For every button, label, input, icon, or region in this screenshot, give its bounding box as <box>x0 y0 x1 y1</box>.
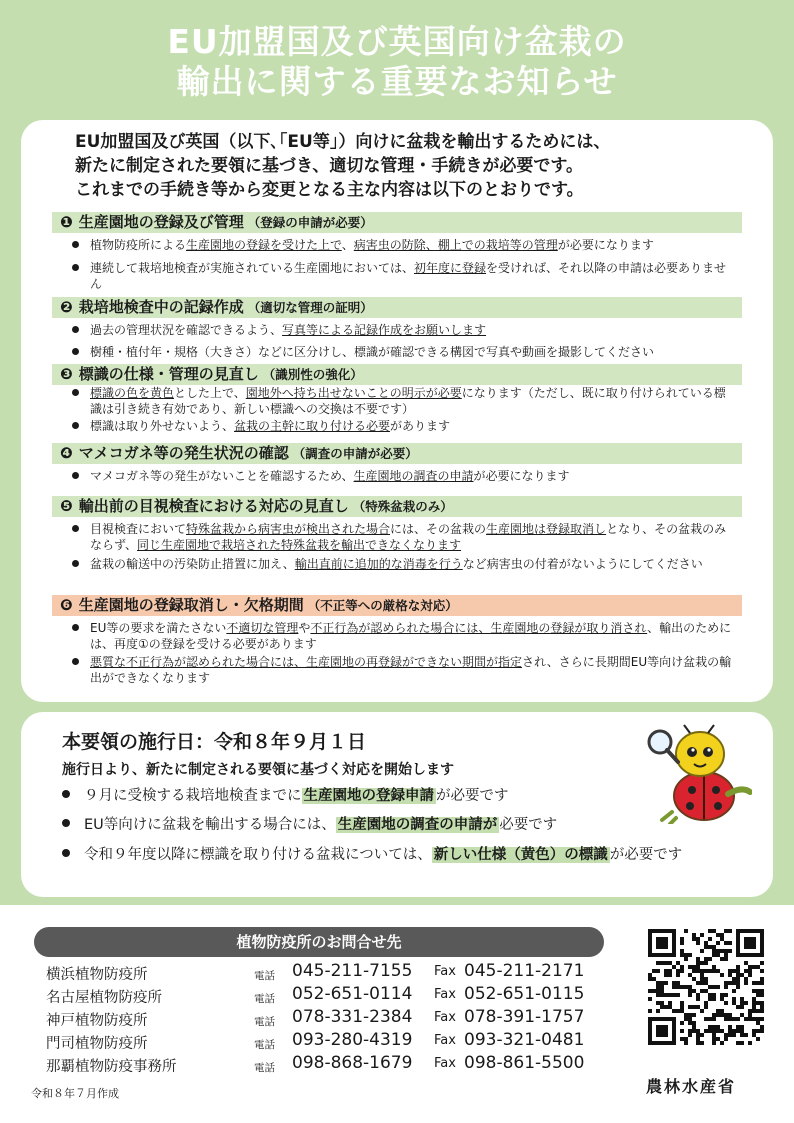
emphasized-text: 病害虫の防除、棚上での栽培等の管理 <box>353 238 558 252</box>
text-segment: には、その盆栽の <box>390 522 487 536</box>
contact-row <box>46 1007 606 1030</box>
office-name: 名古屋植物防疫所 <box>46 990 162 1006</box>
emphasized-text: 園地外へ持ち出せないことの明示が必要 <box>245 386 462 400</box>
bullet-icon <box>72 525 79 532</box>
fax-label: Fax <box>434 987 456 1002</box>
tel-label: 電話 <box>254 970 275 982</box>
list-item <box>72 654 734 686</box>
bullet-icon <box>62 819 70 827</box>
section-heading <box>52 297 742 318</box>
bullet-icon <box>62 849 70 857</box>
section-title: 生産園地の登録及び管理 <box>78 213 244 231</box>
section-title: 栽培地検査中の記録作成 <box>78 298 244 316</box>
intro-text <box>75 130 755 202</box>
section-number: ❺ <box>60 497 73 515</box>
section-heading <box>52 212 742 233</box>
list-item <box>72 468 734 484</box>
fax-number: 098-861-5500 <box>464 1053 585 1073</box>
intro-line-1: EU加盟国及び英国（以下､｢EU等｣）向けに盆栽を輸出するためには、 <box>75 132 611 152</box>
section-subtitle: （不正等への厳格な対応） <box>307 598 458 613</box>
office-name: 那覇植物防疫事務所 <box>46 1059 177 1075</box>
highlighted-text: 生産園地の登録申請 <box>303 788 434 804</box>
tel-number[interactable]: 098-868-1679 <box>292 1053 413 1073</box>
emphasized-text: 写真等による記録作成をお願いします <box>282 323 487 337</box>
text-segment: など病害虫の付着がないようにしてください <box>462 557 703 571</box>
section-number: ❶ <box>60 213 73 231</box>
text-segment: され、さらに長期間EU等向け盆栽の輸出ができなくなります <box>90 655 732 685</box>
fax-number: 045-211-2171 <box>464 961 585 981</box>
text-segment: が必要です <box>609 847 683 863</box>
list-item <box>72 418 734 434</box>
fax-label: Fax <box>434 1033 456 1048</box>
emphasized-text: 同じ生産園地で栽培された特殊盆栽を輸出できなくなります <box>137 538 462 552</box>
list-item <box>62 845 742 865</box>
bullet-icon <box>72 241 79 248</box>
section-title: 標識の仕様・管理の見直し <box>78 365 259 383</box>
emphasized-text: 盆栽の主幹に取り付ける必要 <box>234 419 391 433</box>
list-item-text <box>90 556 734 572</box>
section-subtitle: （調査の申請が必要） <box>292 446 418 461</box>
tel-number[interactable]: 093-280-4319 <box>292 1030 413 1050</box>
section-heading <box>52 595 742 616</box>
list-item-text <box>90 260 734 292</box>
section-subtitle: （適切な管理の証明） <box>247 300 373 315</box>
bullet-icon <box>72 624 79 631</box>
qr-code-icon <box>648 929 764 1045</box>
text-segment: ９月に受検する栽培地検査までに <box>84 788 302 804</box>
emphasized-text: 不適切な管理 <box>226 621 299 635</box>
intro-line-3: これまでの手続き等から変更となる主な内容は以下のとおりです。 <box>75 180 584 200</box>
tel-label: 電話 <box>254 1062 275 1074</box>
contact-row <box>46 984 606 1007</box>
text-segment: や <box>298 621 311 635</box>
list-item <box>72 237 734 253</box>
list-item-text <box>90 418 734 434</box>
emphasized-text: 特殊盆栽から病害虫が検出された場合 <box>186 522 391 536</box>
bullet-icon <box>72 658 79 665</box>
contact-row <box>46 961 606 984</box>
highlighted-text: 新しい仕様（黄色）の標識 <box>433 847 608 863</box>
text-segment: 目視検査において <box>90 522 187 536</box>
text-segment: EU等の要求を満たさない <box>90 621 227 635</box>
tel-number[interactable]: 052-651-0114 <box>292 984 413 1004</box>
text-segment: 過去の管理状況を確認できるよう、 <box>90 323 283 337</box>
list-item <box>72 385 734 417</box>
list-item-text <box>90 468 734 484</box>
list-item <box>62 815 742 835</box>
contact-row <box>46 1030 606 1053</box>
fax-label: Fax <box>434 1010 456 1025</box>
text-segment: が必要です <box>436 788 509 804</box>
list-item <box>62 786 742 806</box>
tel-label: 電話 <box>254 1039 275 1051</box>
bullet-icon <box>72 264 79 271</box>
bullet-icon <box>72 348 79 355</box>
title-line-1: EU加盟国及び英国向け盆栽の <box>167 22 627 61</box>
contact-heading: 植物防疫所のお問合せ先 <box>34 927 604 957</box>
text-segment: 、 <box>341 238 354 252</box>
text-segment: 、輸出のためには、再度①の登録を受ける必要があります <box>90 621 732 651</box>
list-item <box>72 521 734 553</box>
section-number: ❸ <box>60 365 73 383</box>
section-title: 生産園地の登録取消し・欠格期間 <box>78 596 304 614</box>
bullet-icon <box>72 389 79 396</box>
bullet-icon <box>72 326 79 333</box>
text-segment: EU等向けに盆栽を輸出する場合には、 <box>84 817 336 833</box>
section-heading <box>52 443 742 464</box>
highlighted-text: 生産園地の調査の申請が <box>337 817 498 833</box>
section-subtitle: （登録の申請が必要） <box>247 215 373 230</box>
contact-list <box>46 961 606 1076</box>
text-segment: 植物防疫所による <box>90 238 187 252</box>
list-item-text <box>90 521 734 553</box>
emphasized-text: 生産園地の登録を受けた上で <box>186 238 342 252</box>
section-subtitle: （特殊盆栽のみ） <box>352 499 453 514</box>
list-item <box>72 344 734 360</box>
ministry-name: 農林水産省 <box>646 1077 737 1096</box>
emphasized-text: 標識の色を黄色 <box>90 386 175 400</box>
fax-label: Fax <box>434 964 456 979</box>
list-item <box>72 556 734 572</box>
list-item-text <box>90 654 734 686</box>
tel-label: 電話 <box>254 993 275 1005</box>
effective-date-title: 本要領の施行日：令和８年９月１日 <box>62 731 367 753</box>
text-segment: があります <box>390 419 451 433</box>
created-date: 令和８年７月作成 <box>31 1087 119 1100</box>
list-item-text <box>90 620 734 652</box>
bullet-icon <box>72 422 79 429</box>
text-segment: 盆栽の輸送中の汚染防止措置に加え、 <box>90 557 295 571</box>
bullet-icon <box>72 560 79 567</box>
emphasized-text: 不正行為が認められた場合には、生産園地の登録が取り消され <box>310 621 648 635</box>
office-name: 門司植物防疫所 <box>46 1036 148 1052</box>
list-item <box>72 322 734 338</box>
text-segment: 連続して栽培地検査が実施されている生産園地においては、 <box>90 261 415 275</box>
text-segment: となり、その盆栽のみならず、 <box>90 522 727 552</box>
emphasized-text: 悪質な不正行為が認められた場合には、生産園地の再登録ができない期間が指定 <box>90 655 523 669</box>
tel-label: 電話 <box>254 1016 275 1028</box>
tel-number[interactable]: 045-211-7155 <box>292 961 413 981</box>
text-segment: になります（ただし、既に取り付けられている標識は引き続き有効であり、新しい標識への交換は不要です） <box>90 386 726 416</box>
fax-number: 078-391-1757 <box>464 1007 585 1027</box>
list-item <box>72 620 734 652</box>
section-heading <box>52 496 742 517</box>
section-subtitle: （識別性の強化） <box>262 367 363 382</box>
list-item <box>72 260 734 292</box>
office-name: 神戸植物防疫所 <box>46 1013 148 1029</box>
fax-label: Fax <box>434 1056 456 1071</box>
section-title: 輸出前の目視検査における対応の見直し <box>78 497 349 515</box>
list-item-text <box>90 385 734 417</box>
text-segment: 必要です <box>499 817 558 833</box>
emphasized-text: 輸出直前に追加的な消毒を行う <box>294 557 463 571</box>
text-segment: マメコガネ等の発生がないことを確認するため、 <box>90 469 354 483</box>
emphasized-text: 生産園地は登録取消し <box>486 522 607 536</box>
list-item-text <box>90 344 734 360</box>
emphasized-text: 初年度に登録 <box>414 261 487 275</box>
fax-number: 052-651-0115 <box>464 984 585 1004</box>
fax-number: 093-321-0481 <box>464 1030 585 1050</box>
text-segment: とした上で、 <box>174 386 246 400</box>
text-segment: 令和９年度以降に標識を取り付ける盆栽については、 <box>84 847 432 863</box>
text-segment: を受ければ、それ以降の申請は必要ありません <box>90 261 727 291</box>
section-title: マメコガネ等の発生状況の確認 <box>78 444 289 462</box>
contact-row <box>46 1053 606 1076</box>
section-number: ❷ <box>60 298 73 316</box>
ladybug-mascot-icon <box>642 724 752 824</box>
bullet-icon <box>62 790 70 798</box>
intro-line-2: 新たに制定された要領に基づき、適切な管理・手続きが必要です。 <box>75 156 583 176</box>
bullet-icon <box>72 472 79 479</box>
section-heading <box>52 364 742 385</box>
emphasized-text: 生産園地の調査の申請 <box>353 469 474 483</box>
text-segment: 樹種・植付年・規格（大きさ）などに区分けし、標識が確認できる構図で写真や動画を撮影してください <box>90 345 655 359</box>
page-title <box>0 22 794 102</box>
title-line-2: 輸出に関する重要なお知らせ <box>176 62 618 101</box>
text-segment: が必要になります <box>473 469 570 483</box>
effective-date-subtitle: 施行日より、新たに制定される要領に基づく対応を開始します <box>62 762 454 778</box>
office-name: 横浜植物防疫所 <box>46 967 148 983</box>
text-segment: 標識は取り外せないよう、 <box>90 419 235 433</box>
tel-number[interactable]: 078-331-2384 <box>292 1007 413 1027</box>
list-item-text <box>90 322 734 338</box>
list-item-text <box>90 237 734 253</box>
section-number: ❹ <box>60 444 73 462</box>
text-segment: が必要になります <box>557 238 654 252</box>
section-number: ❻ <box>60 596 73 614</box>
